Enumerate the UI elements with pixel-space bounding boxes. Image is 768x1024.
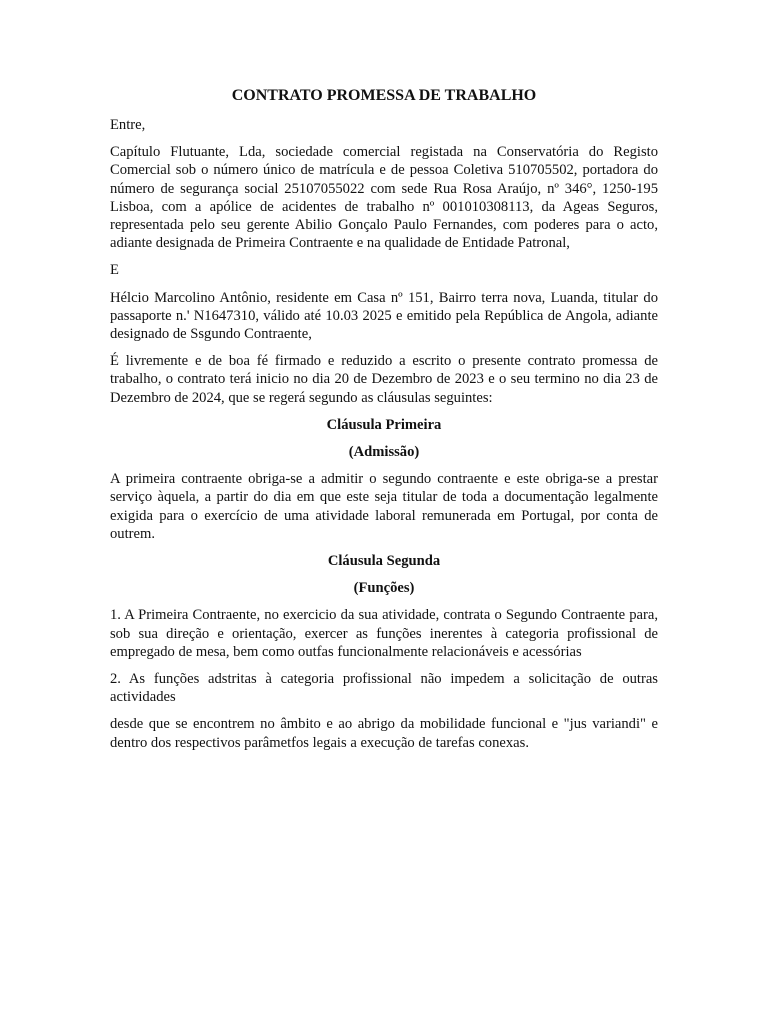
clause-2-heading: Cláusula Segunda (327, 553, 441, 570)
document-title: CONTRATO PROMESSA DE TRABALHO (231, 87, 537, 104)
clause-1-text: A primeira contraente obriga-se a admitir o segundo contraente e este obriga-se a prestar serviço àquela, a partir do dia em que este seja titular de toda a documentação legalmente exigida para o exercício de uma atividade laboral remunerada em Portugal, por conta de outrem. (110, 471, 658, 542)
opening-line: Entre, (110, 117, 146, 133)
clause-2-continuation: desde que se encontrem no âmbito e ao abrigo da mobilidade funcional e "jus variandi" e dentro dos respectivos parâmetfos legais a execução de tarefas conexas. (110, 716, 658, 751)
conjunction-line: E (110, 262, 119, 279)
clause-2-item-1: 1. A Primeira Contraente, no exercicio da sua atividade, contrata o Segundo Contraente para, sob sua direção e orientação, exercer as funções inerentes à categoria profissional de empregado de mesa, bem como outfas funcionalmente relacionáveis e acessórias (110, 607, 658, 660)
clause-2-subheading: (Funções) (353, 580, 415, 597)
first-party-paragraph: Capítulo Flutuante, Lda, sociedade comercial registada na Conservatória do Registo Comercial sob o número único de matrícula e de pessoa Coletiva 510705502, portadora do número de segurança social 25107055022 com sede Rua Rosa Araújo, nº 346°, 1250-195 Lisboa, com a apólice de acidentes de trabalho nº 001010308113, da Ageas Seguros, representada pelo seu gerente Abilio Gonçalo Paulo Fernandes, com poderes para o acto, adiante designada de Primeira Contraente e na qualidade de Entidade Patronal, (110, 144, 658, 252)
second-party-paragraph: Hélcio Marcolino Antônio, residente em Casa nº 151, Bairro terra nova, Luanda, titular do passaporte n.' N1647310, válido até 10.03 2025 e emitido pela República de Angola, adiante designado de Ssgundo Contraente, (110, 289, 658, 343)
agreement-paragraph: É livremente e de boa fé firmado e reduzido a escrito o presente contrato promessa de trabalho, o contrato terá inicio no dia 20 de Dezembro de 2023 e o seu termino no dia 23 de Dezembro de 2024, que se regerá segundo as cláusulas seguintes: (110, 353, 658, 406)
clause-2-item-2: 2. As funções adstritas à categoria profissional não impedem a solicitação de outras actividades (110, 671, 658, 706)
clause-1-subheading: (Admissão) (348, 444, 420, 461)
clause-1-heading: Cláusula Primeira (326, 416, 442, 433)
